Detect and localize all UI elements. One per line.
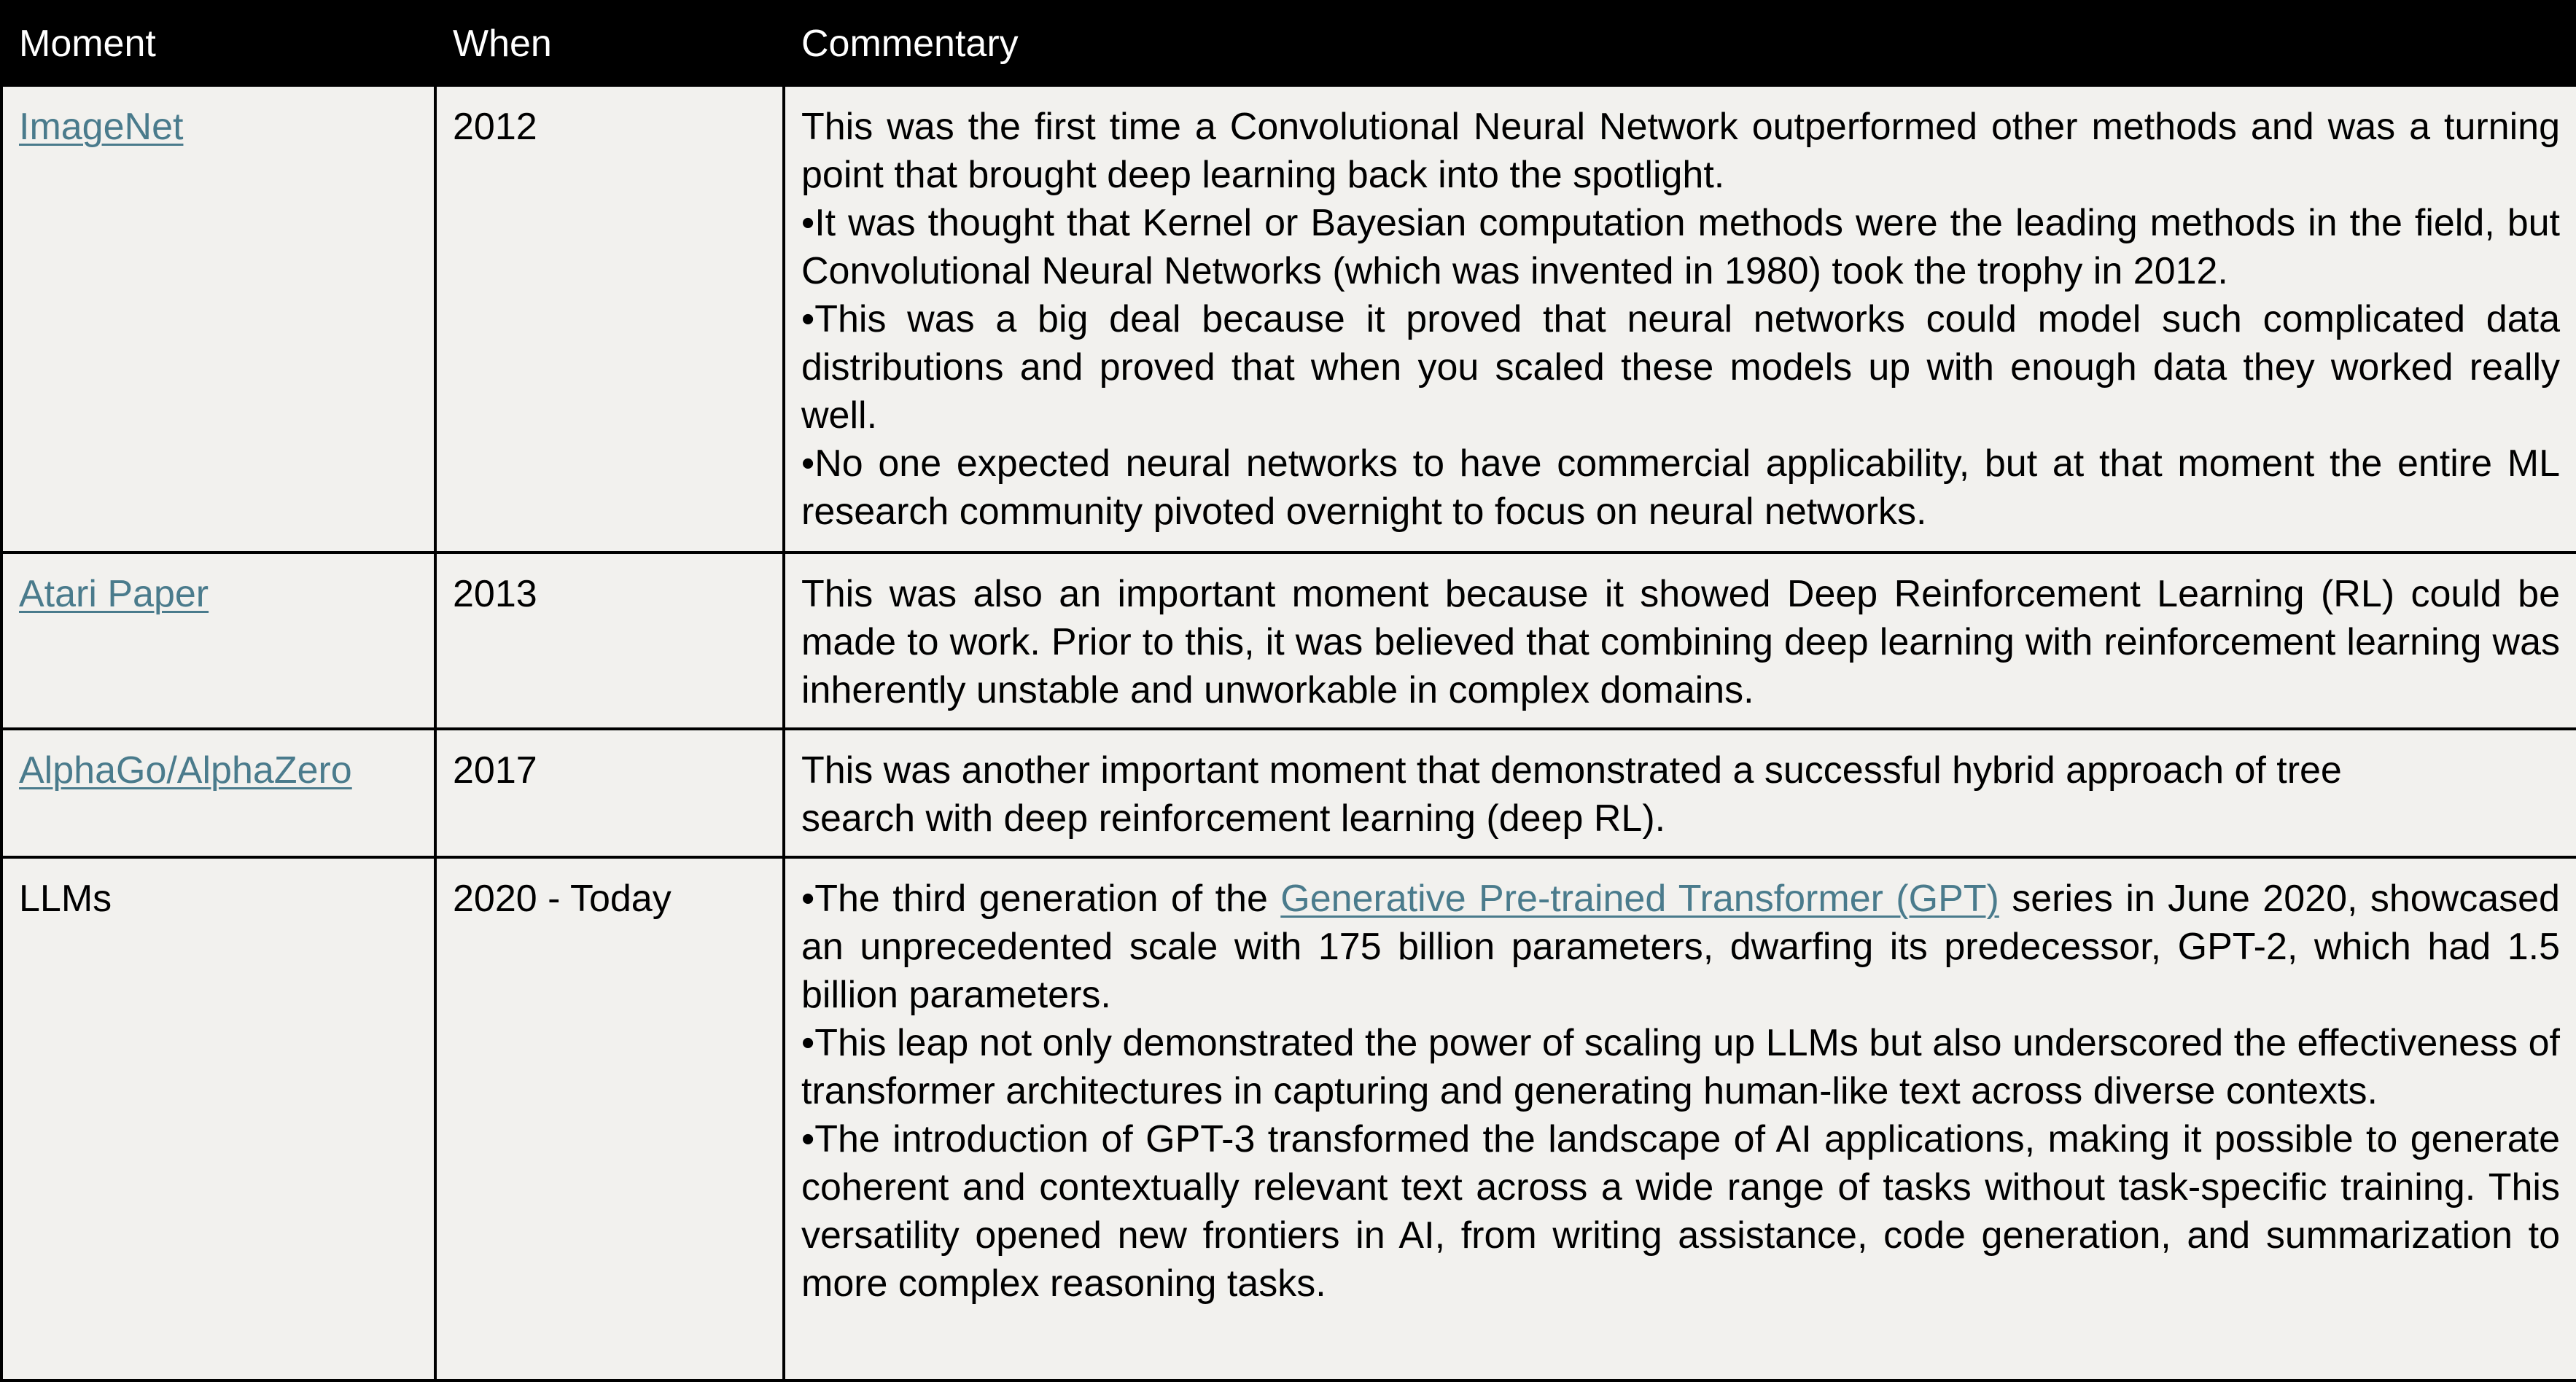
commentary-paragraph: •It was thought that Kernel or Bayesian computation methods were the leading methods in the field, but Convolutional Neural Networks (which was invented in 1980) took the trophy in 2012. <box>801 202 2560 292</box>
column-header-when: When <box>435 1 784 85</box>
table-row <box>1 553 2576 729</box>
commentary-paragraph: This was another important moment that demonstrated a successful hybrid approach of tree search with deep reinforcement learning (deep RL). <box>801 749 2342 840</box>
commentary-paragraph: •No one expected neural networks to have commercial applicability, but at that moment the entire ML research community pivoted overnight to focus on neural networks. <box>801 442 2560 533</box>
gpt-link[interactable]: Generative Pre-trained Transformer (GPT) <box>1280 878 1999 920</box>
commentary-paragraph <box>801 875 2560 1019</box>
gpt-intro-before: •The third generation of the <box>801 878 1281 920</box>
column-header-moment: Moment <box>1 1 435 85</box>
moment-cell <box>1 85 435 553</box>
when-cell: 2012 <box>435 85 784 553</box>
commentary-cell <box>784 729 2576 857</box>
moment-cell: LLMs <box>1 857 435 1381</box>
commentary-paragraph: •This leap not only demonstrated the power of scaling up LLMs but also underscored the effectiveness of transformer architectures in capturing and generating human-like text across diverse contexts. <box>801 1022 2560 1112</box>
commentary-paragraph: •The introduction of GPT-3 transformed the landscape of AI applications, making it possible to generate coherent and contextually relevant text across a wide range of tasks without task-specific training. This versatility opened new frontiers in AI, from writing assistance, code generation, and summarization to more complex reasoning tasks. <box>801 1118 2560 1305</box>
moment-cell <box>1 553 435 729</box>
commentary-cell <box>784 857 2576 1381</box>
commentary-paragraph: This was also an important moment because it showed Deep Reinforcement Learning (RL) could be made to work. Prior to this, it was believed that combining deep learning with reinforcement learning was inherently unstable and unworkable in complex domains. <box>801 573 2560 711</box>
when-cell: 2013 <box>435 553 784 729</box>
moment-link-alphago[interactable]: AlphaGo/AlphaZero <box>19 749 352 792</box>
commentary-cell <box>784 85 2576 553</box>
commentary-paragraph: This was the first time a Convolutional Neural Network outperformed other methods and was a turning point that brought deep learning back into the spotlight. <box>801 106 2560 196</box>
moment-link-atari-paper[interactable]: Atari Paper <box>19 573 209 615</box>
gpt-intro-after: series in June 2020, showcased an unprecedented scale with 175 billion parameters, dwarfing its predecessor, GPT-2, which had 1.5 billion parameters. <box>801 878 2560 1016</box>
table-row <box>1 729 2576 857</box>
table-row <box>1 857 2576 1381</box>
table-row <box>1 85 2576 553</box>
when-cell: 2017 <box>435 729 784 857</box>
moment-cell <box>1 729 435 857</box>
table-header-row <box>1 1 2576 85</box>
commentary-paragraph: •This was a big deal because it proved that neural networks could model such complicated data distributions and proved that when you scaled these models up with enough data they worked really well. <box>801 298 2560 437</box>
when-cell: 2020 - Today <box>435 857 784 1381</box>
commentary-cell <box>784 553 2576 729</box>
column-header-commentary: Commentary <box>784 1 2576 85</box>
moment-link-imagenet[interactable]: ImageNet <box>19 106 184 148</box>
